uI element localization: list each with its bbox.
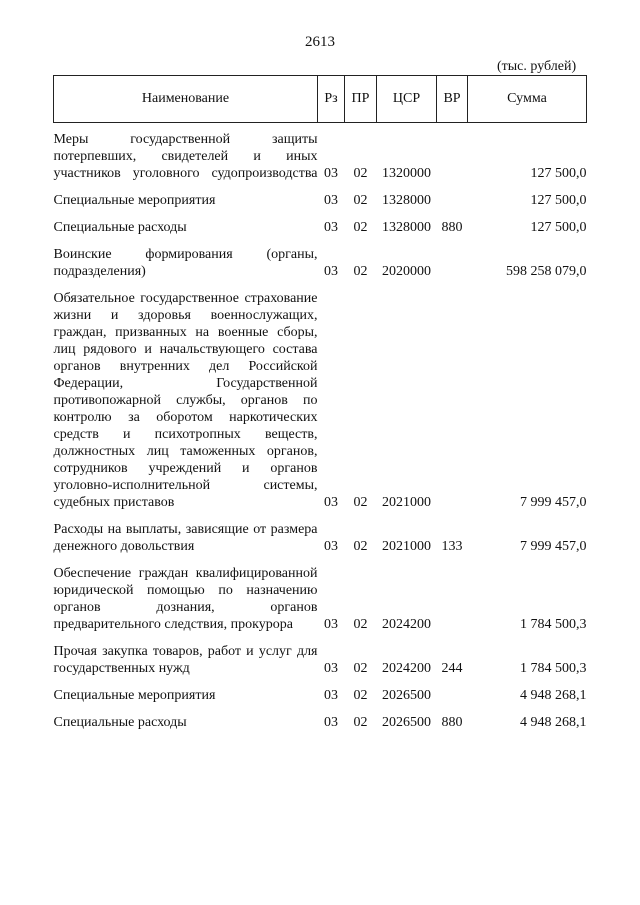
row-name: Воинские формирования (органы, подразделения) <box>53 247 318 279</box>
row-sum: 127 500,0 <box>530 220 587 235</box>
table-row <box>54 687 587 706</box>
row-csr: 2021000 <box>382 495 431 510</box>
row-csr: 2026500 <box>382 715 431 730</box>
row-sum: 4 948 268,1 <box>520 688 587 703</box>
row-rz: 03 <box>324 661 338 676</box>
table-row <box>54 565 587 635</box>
row-name: Меры государственной защиты потерпевших, свидетелей и иных участников уголовного судопроизводства <box>53 132 318 181</box>
row-csr: 1320000 <box>382 166 431 181</box>
row-vr <box>437 687 468 706</box>
column-header-sum: Сумма <box>468 76 587 123</box>
row-rz: 03 <box>324 193 338 208</box>
row-rz: 03 <box>324 166 338 181</box>
row-pr: 02 <box>353 539 368 554</box>
row-csr: 1328000 <box>382 220 431 235</box>
column-header-csr: ЦСР <box>377 76 437 123</box>
column-header-vr: ВР <box>437 76 468 123</box>
row-vr <box>437 192 468 211</box>
row-rz: 03 <box>324 495 338 510</box>
row-rz: 03 <box>324 539 338 554</box>
row-pr: 02 <box>353 193 368 208</box>
table-row <box>54 192 587 211</box>
row-csr: 2020000 <box>382 264 431 279</box>
row-vr <box>437 131 468 184</box>
row-vr <box>437 565 468 635</box>
row-name: Специальные мероприятия <box>53 688 216 703</box>
table-row <box>54 521 587 557</box>
row-pr: 02 <box>353 715 368 730</box>
table-row <box>54 219 587 238</box>
row-sum: 1 784 500,3 <box>520 617 587 632</box>
row-name: Специальные мероприятия <box>53 193 216 208</box>
column-header-pr: ПР <box>345 76 377 123</box>
table-row <box>54 714 587 733</box>
row-rz: 03 <box>324 617 338 632</box>
row-pr: 02 <box>353 495 368 510</box>
row-pr: 02 <box>353 617 368 632</box>
row-rz: 03 <box>324 220 338 235</box>
row-sum: 127 500,0 <box>530 193 587 208</box>
table-row <box>54 246 587 282</box>
row-pr: 02 <box>353 264 368 279</box>
row-csr: 2026500 <box>382 688 431 703</box>
row-name: Специальные расходы <box>53 715 187 730</box>
row-pr: 02 <box>353 166 368 181</box>
column-header-name: Наименование <box>54 76 318 123</box>
row-sum: 4 948 268,1 <box>520 715 587 730</box>
row-name: Специальные расходы <box>53 220 187 235</box>
table-row <box>54 290 587 513</box>
row-csr: 1328000 <box>382 193 431 208</box>
row-rz: 03 <box>324 264 338 279</box>
row-vr <box>437 246 468 282</box>
row-pr: 02 <box>353 661 368 676</box>
row-name: Расходы на выплаты, зависящие от размера денежного довольствия <box>53 522 318 554</box>
row-sum: 598 258 079,0 <box>506 264 587 279</box>
row-name: Прочая закупка товаров, работ и услуг для государственных нужд <box>53 644 318 676</box>
column-header-rz: Рз <box>318 76 345 123</box>
budget-table <box>53 75 587 733</box>
row-vr: 244 <box>441 661 463 676</box>
page-number: 2613 <box>305 34 335 50</box>
row-sum: 7 999 457,0 <box>520 539 587 554</box>
row-vr: 133 <box>441 539 463 554</box>
row-name: Обеспечение граждан квалифицированной юридической помощью по назначению органов дознания, органов предварительного следствия, прокурора <box>53 566 318 632</box>
row-csr: 2024200 <box>382 617 431 632</box>
row-rz: 03 <box>324 715 338 730</box>
units-label: (тыс. рублей) <box>497 59 577 74</box>
row-rz: 03 <box>324 688 338 703</box>
row-sum: 7 999 457,0 <box>520 495 587 510</box>
row-name: Обязательное государственное страхование жизни и здоровья военнослужащих, граждан, призванных на военные сборы, лиц рядового и начальствующего состава органов внутренних дел Российской Федерации, Государственной противопожарной службы, органов по контролю за оборотом наркотических средств и психотропных веществ, должностных лиц таможенных органов, сотрудников учреждений и органов уголовно-исполнительной системы, судебных приставов <box>53 291 318 510</box>
row-sum: 1 784 500,3 <box>520 661 587 676</box>
table-row <box>54 643 587 679</box>
row-vr: 880 <box>441 220 463 235</box>
row-csr: 2024200 <box>382 661 431 676</box>
row-pr: 02 <box>353 220 368 235</box>
row-vr: 880 <box>441 715 463 730</box>
table-header-row <box>54 76 587 123</box>
row-csr: 2021000 <box>382 539 431 554</box>
row-pr: 02 <box>353 688 368 703</box>
row-sum: 127 500,0 <box>530 166 587 181</box>
table-row <box>54 131 587 184</box>
row-vr <box>437 290 468 513</box>
